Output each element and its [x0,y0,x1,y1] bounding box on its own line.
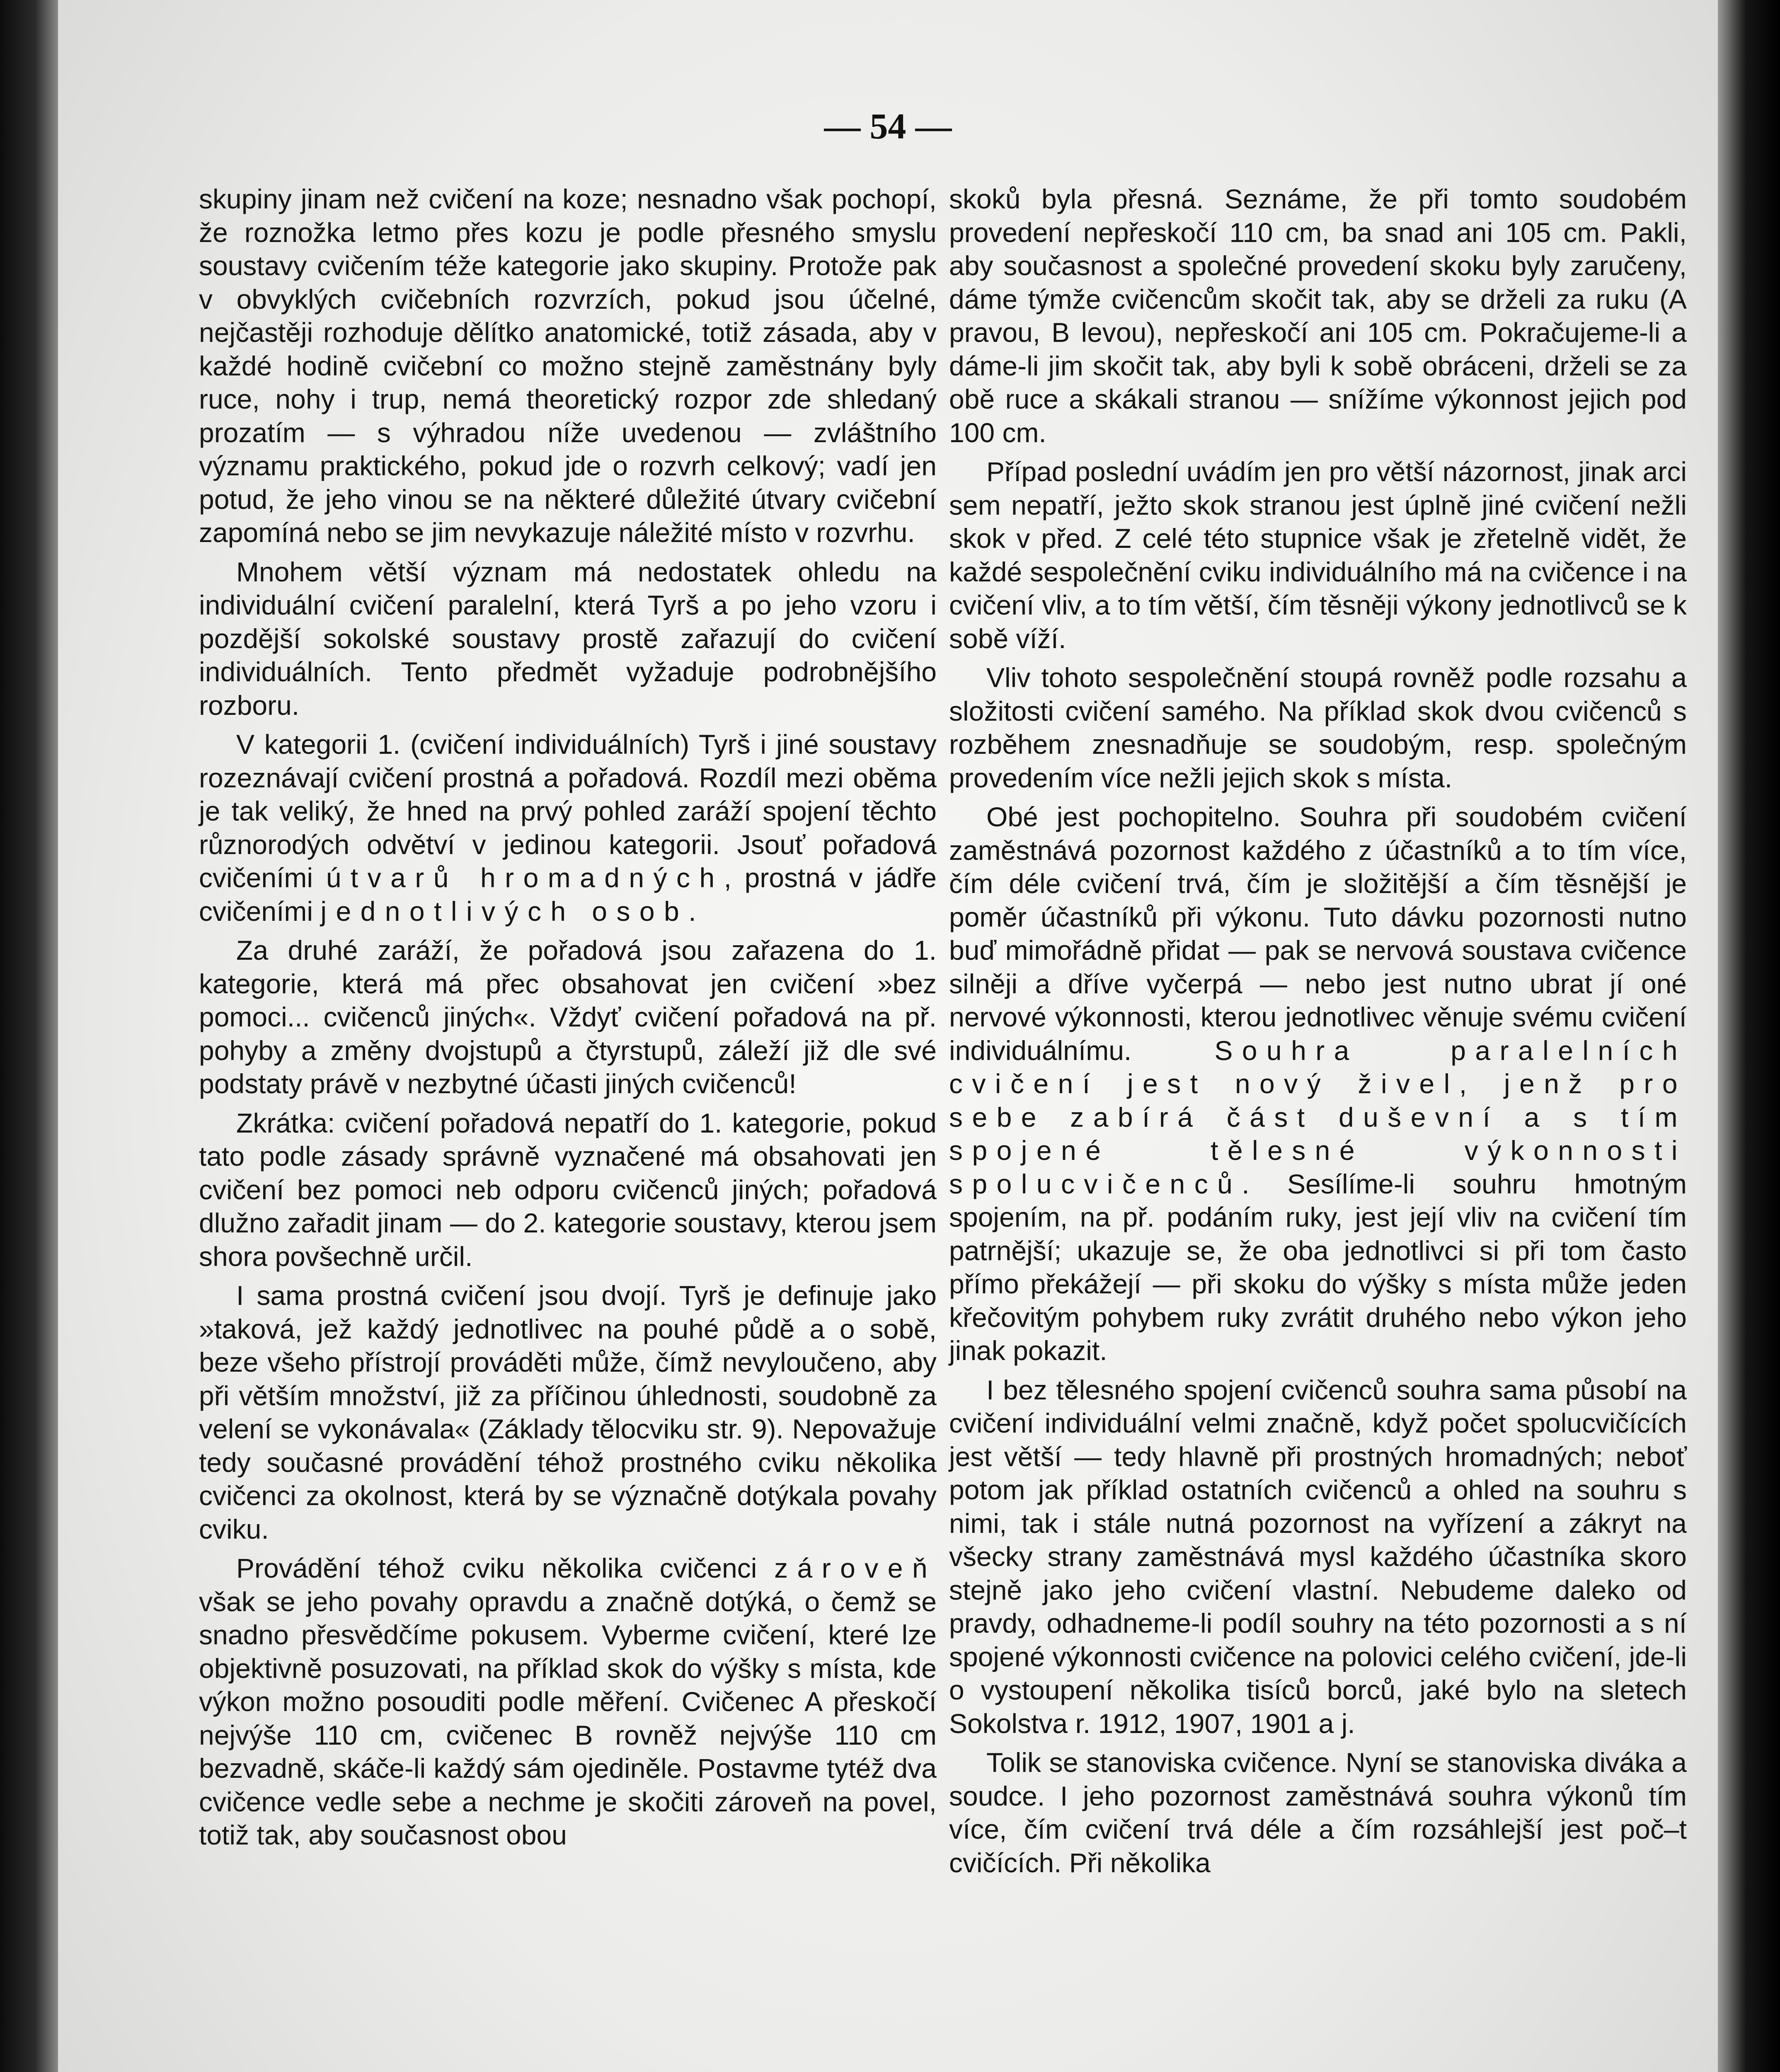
paragraph-text: V kategorii 1. (cvičení individuálních) Tyrš i jiné soustavy rozeznávají cvičení prostná a pořadová. Rozdíl mezi oběma je tak veliký, že hned na prvý pohled zaráží spojení těchto různorodých odvětví v jedinou kategorii. Jsouť pořadová cvičeními [199,729,937,893]
paragraph [199,728,937,928]
paragraph [949,1373,1687,1740]
paragraph [199,555,937,722]
paragraph-text: , prostná v jádře cvičeními [199,862,937,927]
paragraph-text: skupiny jinam než cvičení na koze; nesnadno však pochopí, že roznožka letmo přes kozu je podle přesného smyslu soustavy cvičením téže kategorie jako skupiny. Protože pak v obvyklých cvičebních rozvrzích, pokud jsou účelné, nejčastěji rozhoduje dělítko anatomické, totiž zásada, aby v každé hodině cvičební co možno stejně zaměstnány byly ruce, nohy i trup, nemá theoretický rozpor zde shledaný prozatím — s výhradou níže uvedenou — zvláštního významu praktického, pokud jde o rozvrh celkový; vadí jen potud, že jeho vinou se na některé důležité útvary cvičební zapomíná nebo se jim nevykazuje náležité místo v rozvrhu. [199,184,937,548]
spaced-emphasis: zároveň [774,1553,937,1583]
paragraph [949,182,1687,449]
page-number: — 54 — [824,107,952,147]
paragraph-text: . [688,896,696,927]
scan-edge-left [0,0,58,2072]
paragraph [199,934,937,1101]
paragraph-text: Za druhé zaráží, že pořadová jsou zařazena do 1. kategorie, která má přec obsahovat jen cvičení »bez pomoci... cvičenců jiných«. Vždyť cvičení pořadová na př. pohyby a změny dvojstupů a čtyrstupů, záleží již dle své podstaty právě v nezbytné účasti jiných cvičenců! [199,935,937,1099]
paragraph [949,661,1687,794]
paragraph-text: Vliv tohoto sespolečnění stoupá rovněž podle rozsahu a složitosti cvičení samého. Na příklad skok dvou cvičenců s rozběhem znesnadňuje se soudobým, resp. společným provedením více nežli jejich skok s místa. [949,662,1687,793]
book-page [58,0,1718,2072]
spaced-emphasis: Souhra paralelních cvičení jest nový živel, jenž pro sebe zabírá část duševní a s tím spojené tělesné výkonnosti spolucvičenců [949,1035,1687,1199]
spaced-emphasis: jednotlivých osob [320,896,689,927]
paragraph [949,800,1687,1368]
paragraph [199,1279,937,1546]
spaced-emphasis: útvarů hromadných [326,862,724,893]
paragraph-text: Mnohem větší význam má nedostatek ohledu na individuální cvičení paralelní, která Tyrš a po jeho vzoru i pozdější sokolské soustavy prostě zařazují do cvičení individuálních. Tento předmět vyžaduje podrobnějšího rozboru. [199,556,937,721]
paragraph-text: . Sesílíme-li souhru hmotným spojením, na př. podáním ruky, jest její vliv na cvičení tím patrnější; ukazuje se, že oba jednotlivci si při tom často přímo překážejí — při skoku do výšky s místa může jeden křečovitým pohybem ruky zvrátit druhého nebo výkon jeho jinak pokazit. [949,1168,1687,1366]
paragraph [199,182,937,549]
left-column [199,182,937,1852]
paragraph [949,1746,1687,1879]
paragraph-text: však se jeho povahy opravdu a značně dotýká, o čemž se snadno přesvědčíme pokusem. Vyberme cvičení, které lze objektivně posuzovati, na příklad skok do výšky s místa, kde výkon možno posouditi podle měření. Cvičenec A přeskočí nejvýše 110 cm, cvičenec B rovněž nejvýše 110 cm bezvadně, skáče-li každý sám ojediněle. Postavme tytéž dva cvičence vedle sebe a nechme je skočiti zároveň na povel, totiž tak, aby současnost obou [199,1586,937,1850]
scan-edge-right [1718,0,1780,2072]
paragraph-text: Obé jest pochopitelno. Souhra při soudobém cvičení zaměstnává pozornost každého z účastníků a to tím více, čím déle cvičení trvá, čím je složitější a čím těsnější je poměr účastníků při výkonu. Tuto dávku pozornosti nutno buď mimořádně přidat — pak se nervová soustava cvičence silněji a dříve vyčerpá — nebo jest nutno ubrat jí oné nervové výkonnosti, kterou jednotlivec věnuje svému cvičení individuálnímu. [949,801,1687,1066]
paragraph-text: Zkrátka: cvičení pořadová nepatří do 1. kategorie, pokud tato podle zásady správně vyznačené má obsahovati jen cvičení bez pomoci neb odporu cvičenců jiných; pořadová dlužno zařadit jinam — do 2. kategorie soustavy, kterou jsem shora povšechně určil. [199,1107,937,1272]
paragraph-text: Provádění téhož cviku několika cvičenci [236,1553,775,1583]
right-column [949,182,1687,1879]
paragraph-text: I sama prostná cvičení jsou dvojí. Tyrš je definuje jako »taková, jež každý jednotlivec na pouhé půdě a o sobě, beze všeho přístrojí prováděti může, čímž nevyloučeno, aby při větším množství, již za příčinou úhlednosti, soudobně za velení se vykonávala« (Základy tělocviku str. 9). Nepovažuje tedy současné provádění téhož prostného cviku několika cvičenci za okolnost, která by se význačně dotýkala povahy cviku. [199,1280,937,1544]
paragraph [199,1552,937,1852]
paragraph-text: Případ poslední uvádím jen pro větší názornost, jinak arci sem nepatří, ježto skok stranou jest úplně jiné cvičení nežli skok v před. Z celé této stupnice však je zřetelně vidět, že každé sespolečnění cviku individuálního má na cvičence i na cvičení vliv, a to tím větší, čím těsněji výkony jednotlivců se k sobě víží. [949,456,1687,654]
paragraph-text: I bez tělesného spojení cvičenců souhra sama působí na cvičení individuální velmi značně, když počet spolucvičících jest větší — tedy hlavně při prostných hromadných; neboť potom jak příklad ostatních cvičenců a ohled na souhru s nimi, tak i stále nutná pozornost na vyřízení a zákryt na všecky strany zaměstnává mysl každého účastníka skoro stejně jako jeho cvičení vlastní. Nebudeme daleko od pravdy, odhadneme-li podíl souhry na této pozornosti a s ní spojené výkonnosti cvičence na polovici celého cvičení, jde-li o vystoupení několika tisíců borců, jaké bylo na sletech Sokolstva r. 1912, 1907, 1901 a j. [949,1374,1687,1739]
paragraph-text: skoků byla přesná. Seznáme, že při tomto soudobém provedení nepřeskočí 110 cm, ba snad ani 105 cm. Pakli, aby současnost a společné provedení skoku byly zaručeny, dáme týmže cvičencům skočit tak, aby se drželi za ruku (A pravou, B levou), nepřeskočí ani 105 cm. Pokračujeme-li a dáme-li jim skočit tak, aby byli k sobě obráceni, drželi se za obě ruce a skákali stranou — snížíme výkonnost jejich pod 100 cm. [949,184,1687,448]
paragraph [199,1106,937,1273]
paragraph [949,455,1687,655]
paragraph-text: Tolik se stanoviska cvičence. Nyní se stanoviska diváka a soudce. I jeho pozornost zaměstnává souhra výkonů tím více, čím cvičení trvá déle a čím rozsáhlejší jest poč–t cvičících. Při několika [949,1747,1687,1878]
